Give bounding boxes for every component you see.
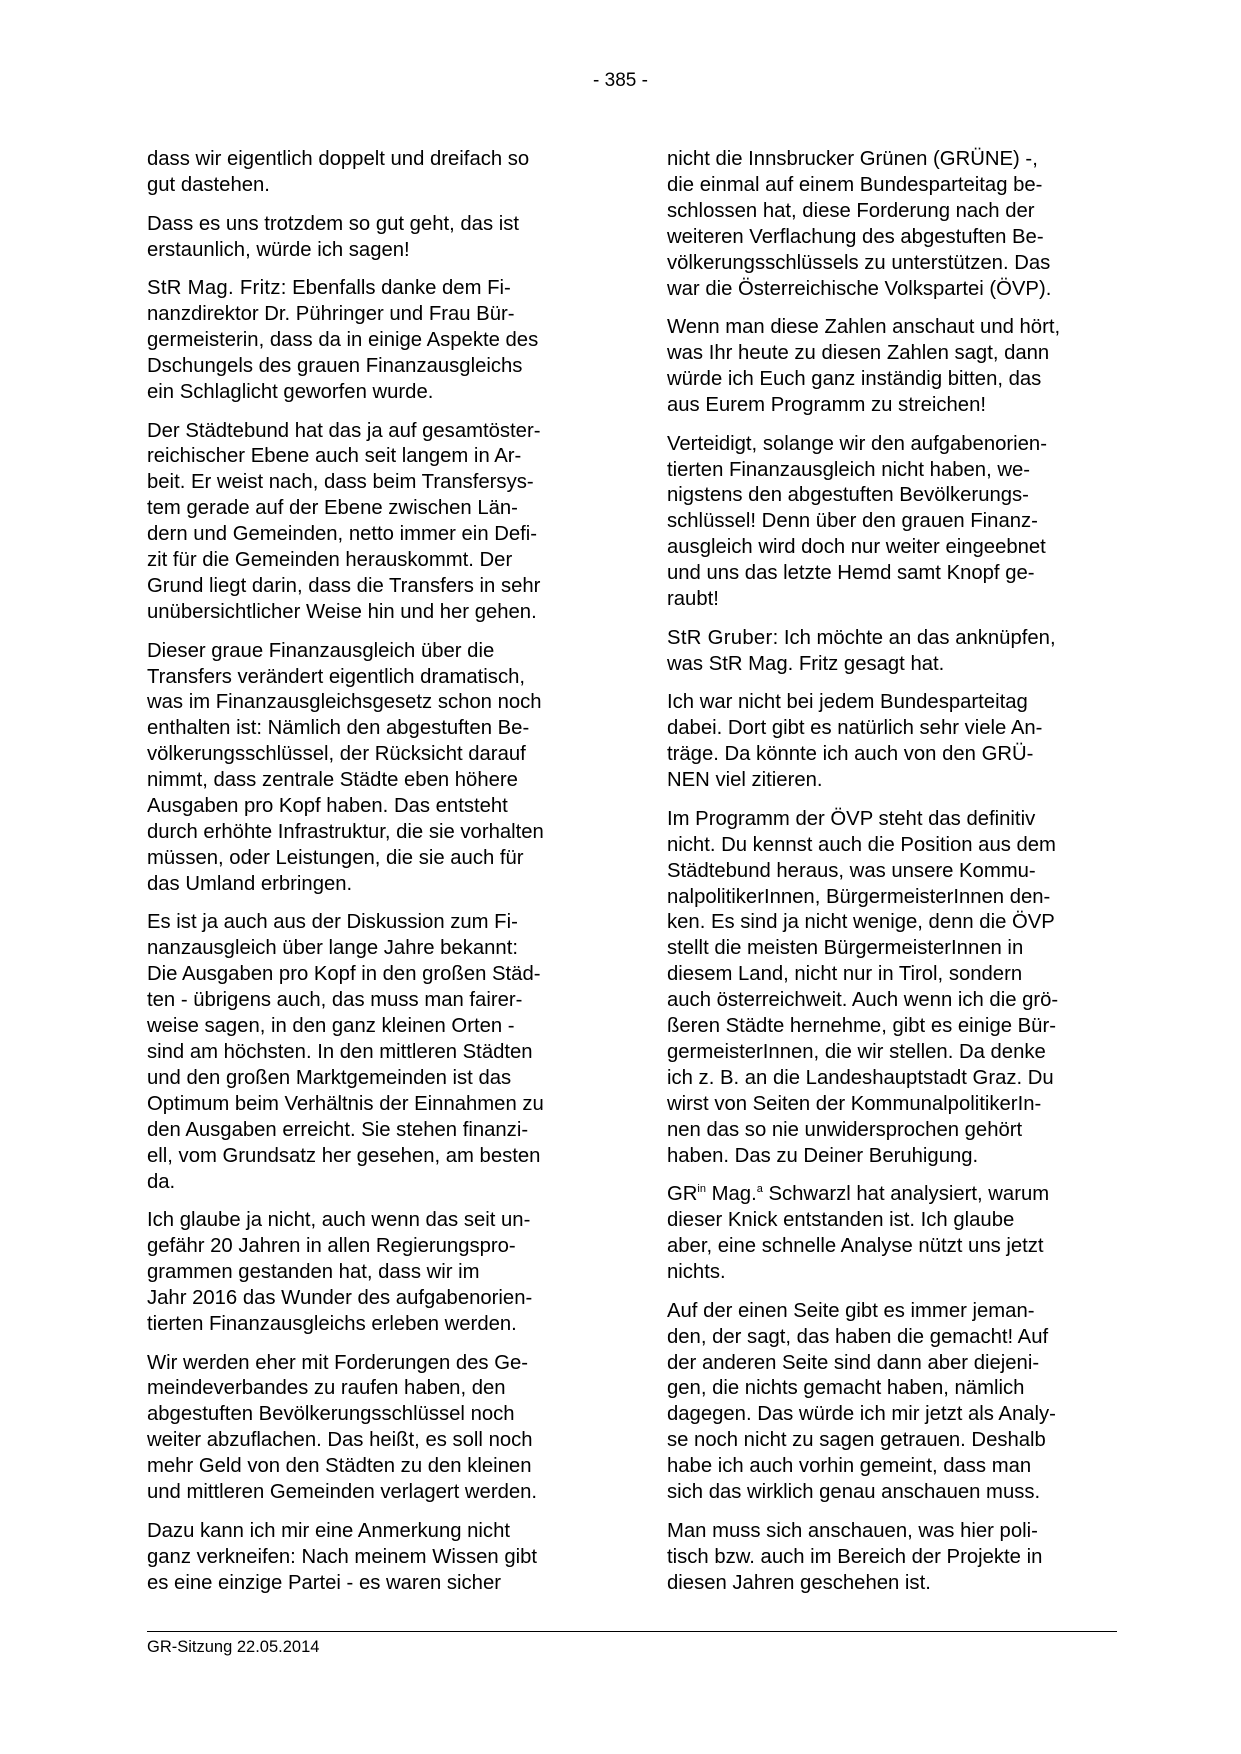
speech-text: : Ebenfalls danke dem Fi- nanzdirektor Dr. Pühringer und Frau Bür- germeisterin, dass da in einige Aspekte des Dschungels des grauen Finanzausgleichs ein Schlaglicht geworfen wurde. (147, 277, 539, 403)
speech-text: Schwarzl hat analysiert, warum dieser Knick entstanden ist. Ich glaube aber, eine schnelle Analyse nützt uns jetzt nichts. (667, 1183, 1050, 1284)
paragraph: Dieser graue Finanzausgleich über die Transfers verändert eigentlich dramatisch, was im Finanzausgleichsgesetz schon noch enthalten ist: Nämlich den abgestuften Be- völkerungsschlüssel, der Rücksicht darauf nimmt, dass zentrale Städte eben höhere Ausgaben pro Kopf haben. Das entsteht durch erhöhte Infrastruktur, die sie vorhalten müssen, oder Leistungen, die sie auch für das Umland erbringen. (147, 639, 544, 895)
left-column (147, 147, 592, 1609)
paragraph: Dazu kann ich mir eine Anmerkung nicht ganz verkneifen: Nach meinem Wissen gibt es eine einzige Partei - es waren sicher (147, 1519, 538, 1594)
speaker-name: StR Gruber (667, 626, 773, 649)
paragraph: dass wir eigentlich doppelt und dreifach so gut dastehen. (147, 148, 530, 196)
paragraph: nicht die Innsbrucker Grünen (GRÜNE) -, die einmal auf einem Bundesparteitag be- schlossen hat, diese Forderung nach der weiteren Verflachung des abgestuften Be- völkerungsschlüssels zu unterstützen. Das war die Österreichische Volkspartei (ÖVP). (667, 148, 1052, 300)
title-gr: GR (667, 1183, 698, 1206)
speech-text: : Ich möchte an das anknüpfen, was StR Mag. Fritz gesagt hat. (667, 626, 1056, 675)
paragraph: Wenn man diese Zahlen anschaut und hört, was Ihr heute zu diesen Zahlen sagt, dann würde ich Euch ganz inständig bitten, das aus Eurem Programm zu streichen! (667, 316, 1061, 416)
title-superscript: in (697, 1182, 706, 1195)
title-mag: Mag. (705, 1183, 757, 1206)
title-superscript: a (756, 1182, 763, 1195)
speaker-name: StR Mag. Fritz (147, 277, 281, 300)
paragraph: Der Städtebund hat das ja auf gesamtöster- reichischer Ebene auch seit langem in Ar- beit. Er weist nach, dass beim Transfersys- tem gerade auf der Ebene zwischen Län- dern und Gemeinden, netto immer ein Defi- zit für die Gemeinden herauskommt. Der Grund liegt darin, dass die Transfers in sehr unübersichtlicher Weise hin und her gehen. (147, 419, 541, 623)
footer-session-date: GR-Sitzung 22.05.2014 (147, 1638, 320, 1656)
paragraph: Im Programm der ÖVP steht das definitiv nicht. Du kennst auch die Position aus dem Städtebund heraus, was unsere Kommu- nalpolitikerInnen, BürgermeisterInnen den- ken. Es sind ja nicht wenige, denn die ÖVP stellt die meisten BürgermeisterInnen in diesem Land, nicht nur in Tirol, sondern auch österreichweit. Auch wenn ich die grö- ßeren Städte hernehme, gibt es einige Bür- germeisterInnen, die wir stellen. Da denke ich z. B. an die Landeshauptstadt Graz. Du wirst von Seiten der KommunalpolitikerIn- nen das so nie unwidersprochen gehört haben. Das zu Deiner Beruhigung. (667, 807, 1059, 1167)
paragraph: Ich glaube ja nicht, auch wenn das seit un- gefähr 20 Jahren in allen Regierungspro- grammen gestanden hat, dass wir im Jahr 2016 das Wunder des aufgabenorien- tierten Finanzausgleichs erleben werden. (147, 1209, 533, 1335)
footer-divider (147, 1631, 1117, 1632)
paragraph: Verteidigt, solange wir den aufgabenorien- tierten Finanzausgleich nicht haben, we- nigstens den abgestuften Bevölkerungs- schlüssel! Denn über den grauen Finanz- ausgleich wird doch nur weiter eingeebnet und uns das letzte Hemd samt Knopf ge- raubt! (667, 432, 1047, 611)
right-column (667, 147, 1112, 1609)
paragraph: Ich war nicht bei jedem Bundesparteitag dabei. Dort gibt es natürlich sehr viele An- träge. Da könnte ich auch von den GRÜ- NEN viel zitieren. (667, 691, 1043, 792)
page-number: - 385 - (593, 70, 648, 91)
paragraph: Man muss sich anschauen, was hier poli- tisch bzw. auch im Bereich der Projekte in diesen Jahren geschehen ist. (667, 1519, 1043, 1594)
paragraph: Auf der einen Seite gibt es immer jeman- den, der sagt, das haben die gemacht! Auf der anderen Seite sind dann aber diejeni- gen, die nichts gemacht haben, nämlich dagegen. Das würde ich mir jetzt als Analy- se noch nicht zu sagen getrauen. Deshalb habe ich auch vorhin gemeint, dass man sich das wirklich genau anschauen muss. (667, 1299, 1056, 1504)
paragraph: Dass es uns trotzdem so gut geht, das ist erstaunlich, würde ich sagen! (147, 212, 520, 261)
speech-paragraph (147, 276, 592, 406)
speech-paragraph (667, 1182, 1112, 1286)
speech-paragraph (667, 626, 1112, 678)
paragraph: Wir werden eher mit Forderungen des Ge- meindeverbandes zu raufen haben, den abgestuften Bevölkerungsschlüssel noch weiter abzuflachen. Das heißt, es soll noch mehr Geld von den Städten zu den kleinen und mittleren Gemeinden verlagert werden. (147, 1351, 538, 1504)
paragraph: Es ist ja auch aus der Diskussion zum Fi- nanzausgleich über lange Jahre bekannt: Die Ausgaben pro Kopf in den großen Städ- ten - übrigens auch, das muss man fairer- weise sagen, in den ganz kleinen Orten - sind am höchsten. In den mittleren Städten und den großen Marktgemeinden ist das Optimum beim Verhältnis der Einnahmen zu den Ausgaben erreicht. Sie stehen finanzi- ell, vom Grundsatz her gesehen, am besten da. (147, 911, 544, 1193)
